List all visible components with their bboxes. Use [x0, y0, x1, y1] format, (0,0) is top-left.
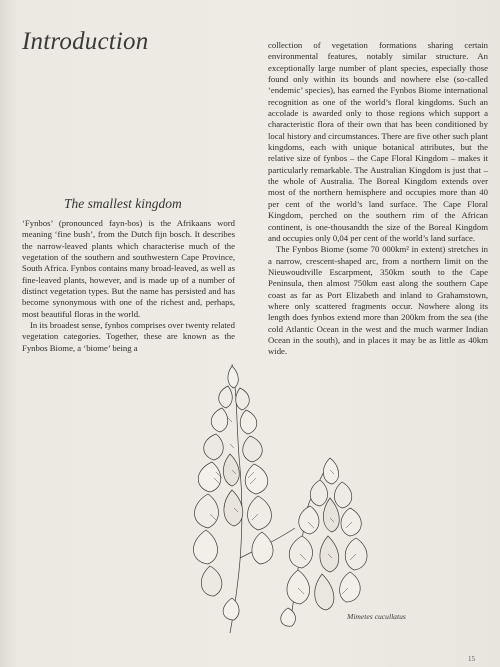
page-number: 15 [468, 655, 475, 663]
paragraph-fynbos-definition: ‘Fynbos’ (pronounced fayn-bos) is the Afrikaans word meaning ‘fine bush’, from the Dutch fijn bosch. It describes the narrow-leaved plants which characterise much of the vegetation of the southern and southwestern Cape Province, South Africa. Fynbos contains many broad-leaved, as well as fine-leaved plants, however, and is made up of a number of distinct vegetation types. But the name has persisted and has become synonymous with one of the richest and, perhaps, most beautiful floras in the world. [22, 218, 235, 319]
right-text-column [268, 40, 488, 358]
paragraph-floral-kingdoms: collection of vegetation formations sharing certain environmental features, notably similar structure. An exceptionally large number of plant species, especially those found only within its bounds and nowhere else (so-called ‘endemic’ species), has earned the Fynbos Biome international recognition as one of the world’s floral kingdoms. Such an accolade is awarded only to those regions which support a characteristic flora of their own that has been conditioned by local history and circumstances. There are five other such plant kingdoms, each with unique botanical attributes, but the relative size of fynbos – the Cape Floral Kingdom – makes it particularly remarkable. The Australian Kingdom is just that – the whole of Australia. The Boreal Kingdom extends over most of the northern hemisphere and occupies more than 40 per cent of the world’s land surface. The Cape Floral Kingdom, perched on the southern rim of the African continent, is one-thousandth the size of the Boreal Kingdom and occupies only 0,04 per cent of the world’s land surface. [268, 40, 488, 243]
paragraph-biome-intro: In its broadest sense, fynbos comprises over twenty related vegetation categories. Together, these are known as the Fynbos Biome, a ‘biome’ being a [22, 320, 235, 353]
protea-illustration [170, 358, 375, 638]
left-text-column [22, 218, 235, 354]
page-title: Introduction [22, 28, 149, 55]
illustration-caption: Mimetes cucullatus [347, 612, 406, 621]
section-heading: The smallest kingdom [64, 196, 182, 211]
paragraph-biome-extent: The Fynbos Biome (some 70 000km² in extent) stretches in a narrow, crescent-shaped arc, from a northern limit on the Nieuwoudtville Escarpment, 350km south to the Cape Peninsula, then almost 750km east along the southern Cape coast as far as Port Elizabeth and inland to Grahamstown, where only scattered fragments occur. Nowhere along its length does fynbos extend more than 200km from the sea (the cold Atlantic Ocean in the west and the much warmer Indian Ocean in the south), and in places it may be as little as 40km wide. [268, 244, 488, 357]
